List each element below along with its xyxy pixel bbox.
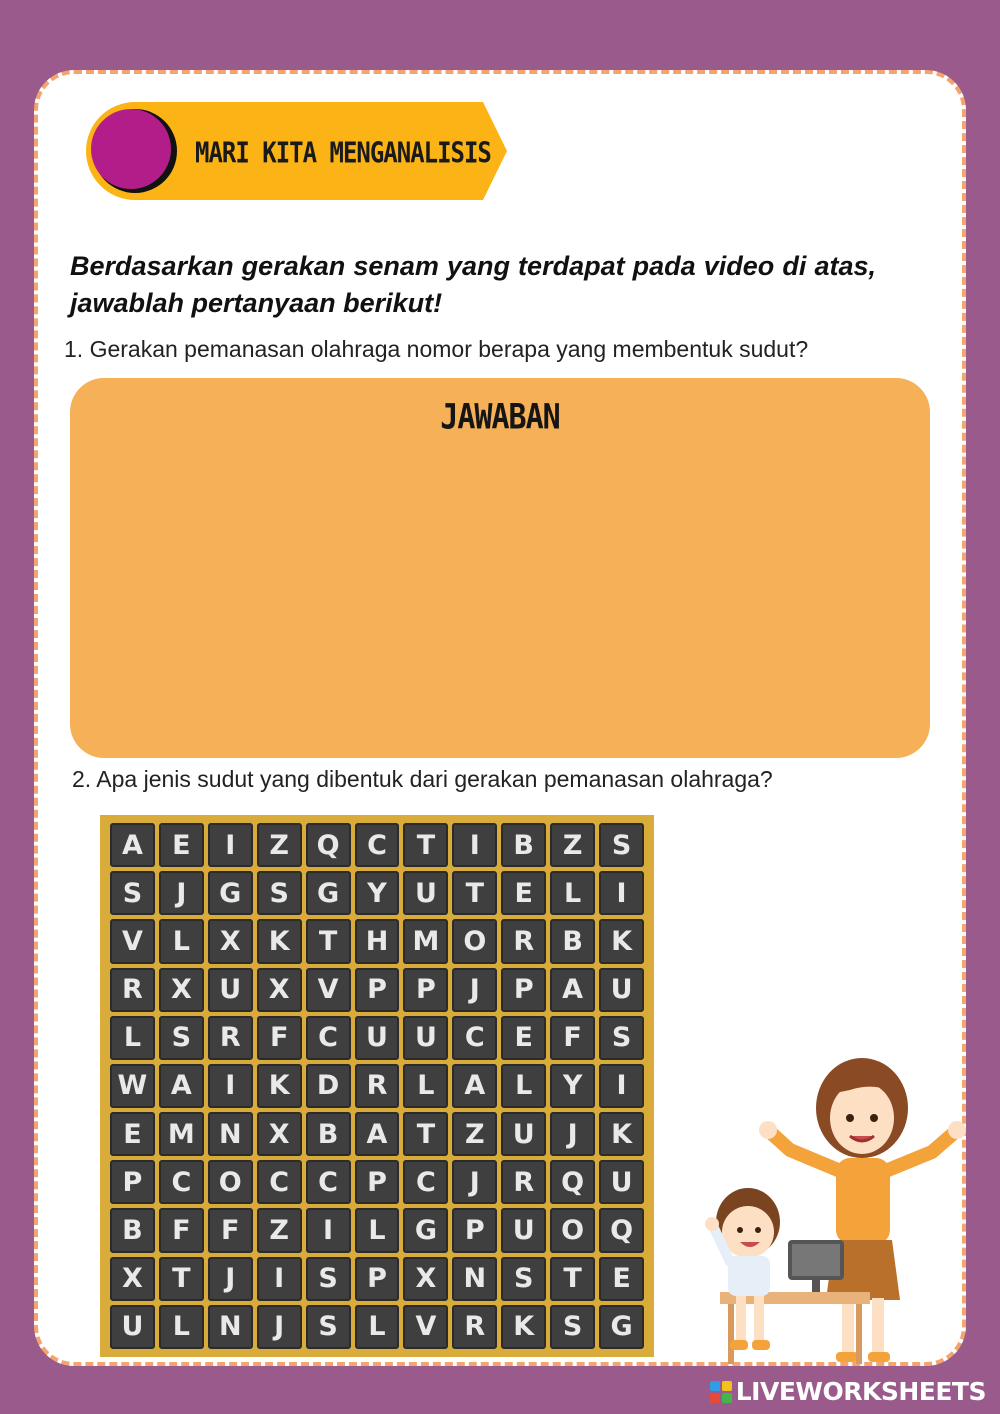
- grid-cell[interactable]: R: [452, 1305, 497, 1349]
- grid-cell[interactable]: W: [110, 1064, 155, 1108]
- grid-cell[interactable]: J: [208, 1257, 253, 1301]
- grid-cell[interactable]: U: [355, 1016, 400, 1060]
- grid-cell[interactable]: Q: [306, 823, 351, 867]
- grid-cell[interactable]: C: [306, 1016, 351, 1060]
- grid-cell[interactable]: J: [452, 1160, 497, 1204]
- answer-box[interactable]: [70, 378, 930, 758]
- grid-cell[interactable]: P: [355, 1257, 400, 1301]
- grid-cell[interactable]: F: [550, 1016, 595, 1060]
- grid-cell[interactable]: K: [501, 1305, 546, 1349]
- grid-cell[interactable]: X: [403, 1257, 448, 1301]
- grid-cell[interactable]: L: [110, 1016, 155, 1060]
- grid-cell[interactable]: U: [501, 1208, 546, 1252]
- grid-cell[interactable]: T: [403, 1112, 448, 1156]
- grid-cell[interactable]: L: [501, 1064, 546, 1108]
- grid-cell[interactable]: E: [501, 1016, 546, 1060]
- grid-cell[interactable]: S: [159, 1016, 204, 1060]
- answer-title: JAWABAN: [440, 397, 560, 438]
- liveworksheets-logo-icon: [710, 1381, 732, 1403]
- grid-cell[interactable]: U: [403, 871, 448, 915]
- grid-cell[interactable]: B: [501, 823, 546, 867]
- grid-cell[interactable]: P: [355, 968, 400, 1012]
- grid-cell[interactable]: U: [501, 1112, 546, 1156]
- grid-cell[interactable]: A: [159, 1064, 204, 1108]
- grid-cell[interactable]: Z: [257, 823, 302, 867]
- brand-watermark: [710, 1377, 986, 1406]
- grid-cell[interactable]: U: [403, 1016, 448, 1060]
- section-banner: [85, 100, 510, 202]
- grid-cell[interactable]: I: [599, 1064, 644, 1108]
- grid-cell[interactable]: P: [452, 1208, 497, 1252]
- grid-cell[interactable]: R: [355, 1064, 400, 1108]
- grid-cell[interactable]: T: [550, 1257, 595, 1301]
- grid-cell[interactable]: G: [599, 1305, 644, 1349]
- grid-cell[interactable]: A: [355, 1112, 400, 1156]
- grid-cell[interactable]: T: [403, 823, 448, 867]
- grid-cell[interactable]: C: [257, 1160, 302, 1204]
- grid-cell[interactable]: X: [257, 968, 302, 1012]
- grid-cell[interactable]: E: [599, 1257, 644, 1301]
- grid-cell[interactable]: S: [306, 1257, 351, 1301]
- grid-cell[interactable]: N: [452, 1257, 497, 1301]
- grid-cell[interactable]: C: [306, 1160, 351, 1204]
- grid-cell[interactable]: H: [355, 919, 400, 963]
- grid-cell[interactable]: A: [452, 1064, 497, 1108]
- grid-cell[interactable]: Z: [452, 1112, 497, 1156]
- word-search-grid: [100, 815, 654, 1357]
- grid-cell[interactable]: A: [550, 968, 595, 1012]
- grid-cell[interactable]: Z: [550, 823, 595, 867]
- teacher-student-illustration: [700, 1040, 970, 1370]
- grid-cell[interactable]: I: [208, 1064, 253, 1108]
- grid-cell[interactable]: X: [257, 1112, 302, 1156]
- grid-cell[interactable]: O: [208, 1160, 253, 1204]
- grid-cell[interactable]: L: [159, 919, 204, 963]
- grid-cell[interactable]: Z: [257, 1208, 302, 1252]
- grid-cell[interactable]: O: [550, 1208, 595, 1252]
- question-1: 1. Gerakan pemanasan olahraga nomor berapa yang membentuk sudut?: [64, 336, 809, 362]
- grid-cell[interactable]: K: [599, 1112, 644, 1156]
- grid-cell[interactable]: U: [599, 968, 644, 1012]
- grid-cell[interactable]: N: [208, 1305, 253, 1349]
- grid-cell[interactable]: U: [208, 968, 253, 1012]
- grid-cell[interactable]: Q: [599, 1208, 644, 1252]
- grid-cell[interactable]: S: [599, 823, 644, 867]
- teacher-figure: [759, 1058, 966, 1362]
- grid-cell[interactable]: U: [110, 1305, 155, 1349]
- grid-cell[interactable]: J: [257, 1305, 302, 1349]
- question-2: 2. Apa jenis sudut yang dibentuk dari gerakan pemanasan olahraga?: [72, 766, 773, 792]
- grid-cell[interactable]: G: [306, 871, 351, 915]
- grid-cell[interactable]: G: [403, 1208, 448, 1252]
- grid-cell[interactable]: A: [110, 823, 155, 867]
- grid-cell[interactable]: B: [110, 1208, 155, 1252]
- grid-cell[interactable]: I: [452, 823, 497, 867]
- grid-cell[interactable]: B: [306, 1112, 351, 1156]
- grid-cell[interactable]: F: [257, 1016, 302, 1060]
- grid-cell[interactable]: Q: [550, 1160, 595, 1204]
- grid-cell[interactable]: G: [208, 871, 253, 915]
- student-figure: [705, 1188, 780, 1350]
- grid-cell[interactable]: X: [208, 919, 253, 963]
- grid-cell[interactable]: C: [159, 1160, 204, 1204]
- grid-cell[interactable]: L: [403, 1064, 448, 1108]
- grid-cell[interactable]: X: [110, 1257, 155, 1301]
- grid-cell[interactable]: R: [501, 919, 546, 963]
- grid-cell[interactable]: V: [306, 968, 351, 1012]
- grid-cell[interactable]: U: [599, 1160, 644, 1204]
- grid-cell[interactable]: N: [208, 1112, 253, 1156]
- grid-cell[interactable]: K: [257, 919, 302, 963]
- grid-cell[interactable]: M: [403, 919, 448, 963]
- grid-cell[interactable]: T: [159, 1257, 204, 1301]
- grid-cell[interactable]: P: [403, 968, 448, 1012]
- grid-cell[interactable]: S: [599, 1016, 644, 1060]
- grid-cell[interactable]: I: [257, 1257, 302, 1301]
- instruction-text: Berdasarkan gerakan senam yang terdapat pada video di atas, jawablah pertanyaan berikut!: [70, 251, 876, 318]
- grid-cell[interactable]: E: [159, 823, 204, 867]
- grid-cell[interactable]: I: [208, 823, 253, 867]
- grid-cell[interactable]: F: [208, 1208, 253, 1252]
- grid-cell[interactable]: C: [403, 1160, 448, 1204]
- grid-cell[interactable]: O: [452, 919, 497, 963]
- grid-cell[interactable]: T: [306, 919, 351, 963]
- grid-cell[interactable]: I: [599, 871, 644, 915]
- grid-cell[interactable]: K: [257, 1064, 302, 1108]
- grid-cell[interactable]: S: [110, 871, 155, 915]
- grid-cell[interactable]: K: [599, 919, 644, 963]
- grid-cell[interactable]: J: [159, 871, 204, 915]
- grid-cell[interactable]: P: [110, 1160, 155, 1204]
- grid-cell[interactable]: L: [355, 1305, 400, 1349]
- grid-cell[interactable]: X: [159, 968, 204, 1012]
- grid-cell[interactable]: L: [355, 1208, 400, 1252]
- grid-cell[interactable]: S: [501, 1257, 546, 1301]
- grid-cell[interactable]: V: [110, 919, 155, 963]
- grid-cell[interactable]: F: [159, 1208, 204, 1252]
- brand-name: LIVEWORKSHEETS: [735, 1377, 986, 1406]
- grid-cell[interactable]: B: [550, 919, 595, 963]
- grid-cell[interactable]: T: [452, 871, 497, 915]
- grid-cell[interactable]: E: [110, 1112, 155, 1156]
- grid-cell[interactable]: S: [550, 1305, 595, 1349]
- grid-cell[interactable]: D: [306, 1064, 351, 1108]
- grid-cell[interactable]: P: [501, 968, 546, 1012]
- grid-cell[interactable]: J: [452, 968, 497, 1012]
- grid-cell[interactable]: Y: [550, 1064, 595, 1108]
- grid-cell[interactable]: M: [159, 1112, 204, 1156]
- grid-cell[interactable]: R: [110, 968, 155, 1012]
- grid-cell[interactable]: C: [452, 1016, 497, 1060]
- banner-title: MARI KITA MENGANALISIS: [195, 136, 491, 170]
- grid-cell[interactable]: L: [550, 871, 595, 915]
- grid-cell[interactable]: P: [355, 1160, 400, 1204]
- grid-cell[interactable]: V: [403, 1305, 448, 1349]
- grid-cell[interactable]: R: [208, 1016, 253, 1060]
- grid-cell[interactable]: L: [159, 1305, 204, 1349]
- grid-cell[interactable]: I: [306, 1208, 351, 1252]
- grid-cell[interactable]: J: [550, 1112, 595, 1156]
- grid-cell[interactable]: C: [355, 823, 400, 867]
- grid-cell[interactable]: S: [257, 871, 302, 915]
- grid-cell[interactable]: E: [501, 871, 546, 915]
- grid-cell[interactable]: S: [306, 1305, 351, 1349]
- grid-cell[interactable]: Y: [355, 871, 400, 915]
- grid-cell[interactable]: R: [501, 1160, 546, 1204]
